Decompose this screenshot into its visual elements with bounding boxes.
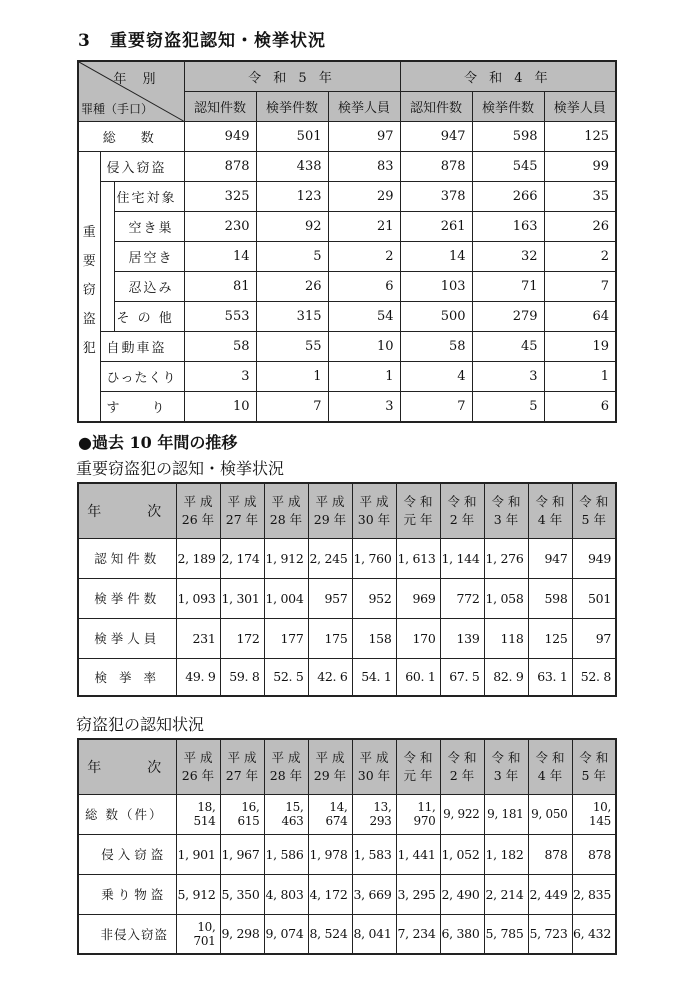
cell: 1, 144 [440,538,484,578]
cell: 18, 514 [176,794,220,834]
cell: 1, 301 [220,578,264,618]
cell: 2 [328,242,400,272]
cell: 4 [400,362,472,392]
cell: 2, 835 [572,874,616,914]
cell: 35 [544,182,616,212]
year-header: 平 成 27 年 [220,483,264,538]
cell: 2, 490 [440,874,484,914]
year-header: 平 成 29 年 [308,483,352,538]
cell: 266 [472,182,544,212]
corner-cell: 年 次 [78,483,176,538]
table-row [78,874,616,914]
year-header: 令 和 5 年 [572,739,616,794]
header-year-label: 年 別 [113,72,162,87]
col-header: 検挙人員 [544,92,616,122]
cell: 15, 463 [264,794,308,834]
cell: 175 [308,618,352,658]
col-header: 認知件数 [400,92,472,122]
cell: 501 [256,122,328,152]
cell: 1, 182 [484,834,528,874]
row-label: す り [100,392,184,423]
cell: 29 [328,182,400,212]
year-header: 平 成 27 年 [220,739,264,794]
cell: 1, 967 [220,834,264,874]
col-header: 検挙人員 [328,92,400,122]
cell: 1, 912 [264,538,308,578]
cell: 3, 295 [396,874,440,914]
cell: 13, 293 [352,794,396,834]
cell: 5, 350 [220,874,264,914]
section-number: 3 [78,31,91,51]
cell: 3 [328,392,400,423]
year-group-r5: 令 和 5 年 [184,61,400,92]
cell: 2 [544,242,616,272]
major-theft-table [77,60,617,423]
cell: 1 [544,362,616,392]
cell: 6, 432 [572,914,616,954]
year-header: 平 成 26 年 [176,483,220,538]
cell: 125 [528,618,572,658]
cell: 1, 613 [396,538,440,578]
table-row [78,794,616,834]
table3-title: 窃盗犯の認知状況 [76,715,205,734]
year-header: 平 成 30 年 [352,739,396,794]
cell: 4, 172 [308,874,352,914]
cell: 878 [572,834,616,874]
cell: 42. 6 [308,658,352,696]
row-label: 認知件数 [78,538,176,578]
cell: 949 [184,122,256,152]
cell: 3 [184,362,256,392]
cell: 10, 145 [572,794,616,834]
cell: 952 [352,578,396,618]
cell: 3, 669 [352,874,396,914]
cell: 99 [544,152,616,182]
row-label: そ の 他 [114,302,184,332]
cell: 49. 9 [176,658,220,696]
table-row [78,332,616,362]
cell: 949 [572,538,616,578]
cell: 83 [328,152,400,182]
cell: 2, 189 [176,538,220,578]
table-row [78,392,616,423]
cell: 7 [544,272,616,302]
table-row [78,834,616,874]
cell: 6 [328,272,400,302]
cell: 118 [484,618,528,658]
cell: 1, 052 [440,834,484,874]
year-header: 令 和 4 年 [528,483,572,538]
year-header-row [78,483,616,538]
cell: 60. 1 [396,658,440,696]
cell: 63. 1 [528,658,572,696]
year-header: 平 成 26 年 [176,739,220,794]
section-title [78,26,326,51]
row-label: 検挙人員 [78,618,176,658]
cell: 438 [256,152,328,182]
cell: 52. 8 [572,658,616,696]
cell: 97 [328,122,400,152]
cell: 1, 058 [484,578,528,618]
cell: 1 [328,362,400,392]
cell: 1, 901 [176,834,220,874]
row-label: 総 数（件） [78,794,176,834]
cell: 92 [256,212,328,242]
cell: 5 [256,242,328,272]
row-label: ひったくり [100,362,184,392]
cell: 500 [400,302,472,332]
cell: 9, 298 [220,914,264,954]
cell: 172 [220,618,264,658]
cell: 878 [528,834,572,874]
cell: 1, 760 [352,538,396,578]
row-label: 住宅対象 [114,182,184,212]
cell: 947 [528,538,572,578]
cell: 315 [256,302,328,332]
cell: 501 [572,578,616,618]
cell: 545 [472,152,544,182]
cell: 14, 674 [308,794,352,834]
cell: 10, 701 [176,914,220,954]
cell: 947 [400,122,472,152]
cell: 3 [472,362,544,392]
cell: 325 [184,182,256,212]
row-label: 居空き [114,242,184,272]
row-label: 空き巣 [114,212,184,242]
cell: 9, 050 [528,794,572,834]
table-row [78,362,616,392]
cell: 139 [440,618,484,658]
table-row [78,914,616,954]
cell: 9, 922 [440,794,484,834]
cell: 878 [400,152,472,182]
cell: 772 [440,578,484,618]
cell: 158 [352,618,396,658]
row-label: 忍込み [114,272,184,302]
cell: 1, 004 [264,578,308,618]
col-header: 検挙件数 [256,92,328,122]
cell: 64 [544,302,616,332]
cell: 1, 441 [396,834,440,874]
cell: 82. 9 [484,658,528,696]
cell: 11, 970 [396,794,440,834]
row-label: 非侵入窃盗 [78,914,176,954]
cell: 123 [256,182,328,212]
corner-cell: 年 次 [78,739,176,794]
table-row [78,618,616,658]
cell: 71 [472,272,544,302]
cell: 230 [184,212,256,242]
row-label: 総 数 [78,122,184,152]
cell: 1, 276 [484,538,528,578]
cell: 9, 181 [484,794,528,834]
header-diagonal-cell [78,61,184,122]
cell: 957 [308,578,352,618]
cell: 878 [184,152,256,182]
cell: 10 [184,392,256,423]
cell: 2, 245 [308,538,352,578]
cell: 9, 074 [264,914,308,954]
table-row [78,182,616,212]
year-header: 平 成 28 年 [264,483,308,538]
cell: 2, 449 [528,874,572,914]
table2-title: 重要窃盗犯の認知・検挙状況 [76,459,285,478]
cell: 279 [472,302,544,332]
row-label: 自動車盗 [100,332,184,362]
cell: 5 [472,392,544,423]
section-title-text: 重要窃盗犯認知・検挙状況 [110,31,326,51]
cell: 21 [328,212,400,242]
cell: 4, 803 [264,874,308,914]
cell: 32 [472,242,544,272]
cell: 1, 093 [176,578,220,618]
cell: 8, 041 [352,914,396,954]
cell: 177 [264,618,308,658]
cell: 14 [400,242,472,272]
year-header: 平 成 28 年 [264,739,308,794]
cell: 5, 912 [176,874,220,914]
cell: 14 [184,242,256,272]
cell: 45 [472,332,544,362]
year-header-row [78,739,616,794]
cell: 7 [400,392,472,423]
table-row [78,122,616,152]
cell: 1, 586 [264,834,308,874]
cell: 6 [544,392,616,423]
col-header: 認知件数 [184,92,256,122]
cell: 553 [184,302,256,332]
cell: 5, 785 [484,914,528,954]
trend-heading: ●過去 10 年間の推移 [78,433,238,452]
year-header: 令 和 2 年 [440,739,484,794]
row-label: 検 挙 率 [78,658,176,696]
cell: 6, 380 [440,914,484,954]
cell: 7, 234 [396,914,440,954]
cell: 1, 978 [308,834,352,874]
table-row [78,302,616,332]
year-header: 令 和 4 年 [528,739,572,794]
cell: 163 [472,212,544,242]
cell: 59. 8 [220,658,264,696]
cell: 97 [572,618,616,658]
year-header: 令 和 元 年 [396,483,440,538]
cell: 67. 5 [440,658,484,696]
year-header: 令 和 元 年 [396,739,440,794]
cell: 58 [400,332,472,362]
cell: 8, 524 [308,914,352,954]
theft-trend-table [77,738,617,955]
row-label: 侵入窃盗 [100,152,184,182]
indent-spacer [100,182,114,332]
year-header: 平 成 30 年 [352,483,396,538]
table-row [78,272,616,302]
col-header: 検挙件数 [472,92,544,122]
table-row [78,152,616,182]
cell: 5, 723 [528,914,572,954]
table-row [78,658,616,696]
table-row [78,578,616,618]
header-category-label: 罪種（手口） [81,102,154,116]
year-header: 令 和 3 年 [484,483,528,538]
table-row [78,212,616,242]
cell: 598 [472,122,544,152]
cell: 170 [396,618,440,658]
row-label: 乗り物盗 [78,874,176,914]
row-label: 検挙件数 [78,578,176,618]
cell: 7 [256,392,328,423]
cell: 103 [400,272,472,302]
cell: 1 [256,362,328,392]
cell: 1, 583 [352,834,396,874]
year-header: 令 和 2 年 [440,483,484,538]
cell: 19 [544,332,616,362]
cell: 125 [544,122,616,152]
cell: 81 [184,272,256,302]
cell: 378 [400,182,472,212]
cell: 598 [528,578,572,618]
cell: 2, 214 [484,874,528,914]
cell: 231 [176,618,220,658]
table-row [78,538,616,578]
year-group-r4: 令 和 4 年 [400,61,616,92]
cell: 261 [400,212,472,242]
cell: 26 [256,272,328,302]
cell: 58 [184,332,256,362]
cell: 54. 1 [352,658,396,696]
year-header: 令 和 3 年 [484,739,528,794]
cell: 10 [328,332,400,362]
vertical-category-label: 重 要 窃 盗 犯 [78,152,100,423]
cell: 2, 174 [220,538,264,578]
year-header: 令 和 5 年 [572,483,616,538]
major-theft-trend-table [77,482,617,697]
cell: 16, 615 [220,794,264,834]
year-header: 平 成 29 年 [308,739,352,794]
cell: 969 [396,578,440,618]
cell: 54 [328,302,400,332]
row-label: 侵入窃盗 [78,834,176,874]
cell: 52. 5 [264,658,308,696]
cell: 26 [544,212,616,242]
cell: 55 [256,332,328,362]
table-row [78,242,616,272]
